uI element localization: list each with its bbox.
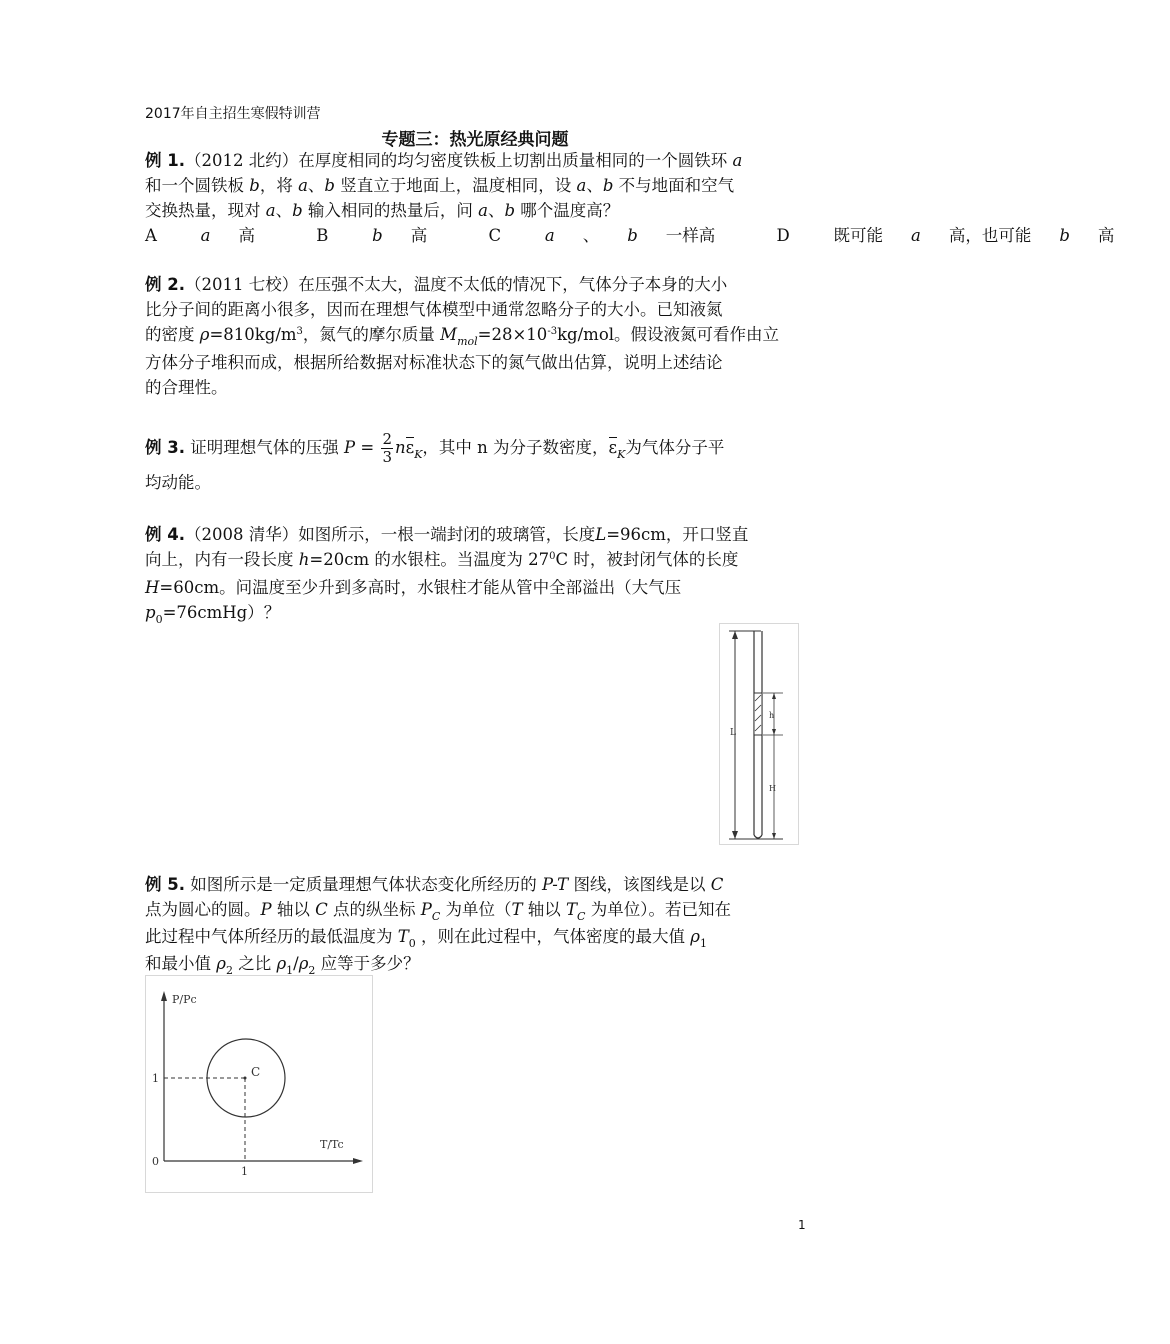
glass-tube-figure: [719, 623, 799, 845]
label-H: H: [769, 784, 776, 793]
p-axis-label: P/Pc: [172, 993, 197, 1006]
example-4-label: 例 4.: [145, 525, 185, 544]
option-b: B b 高: [316, 226, 428, 245]
arrow-up-icon: [732, 631, 738, 639]
example-2-label: 例 2.: [145, 275, 185, 294]
arrow-right-icon: [353, 1158, 363, 1164]
page-header: 2017年自主招生寒假特训营: [145, 106, 321, 122]
example-5: 例 5. 如图所示是一定质量理想气体状态变化所经历的 P-T 图线，该图线是以 C 点为圆心的圆。P 轴以 C 点的纵坐标 $P_C$ 为单位（T 轴以 $T_C$ 为单位）。若已知在 此过程中气体所经历的最低温度为 $T_0$ ，则在此过程中，气体密度的最大值 $\rho_1$ 和最小值 $\rho_2$ 之比 $\rho_1/\rho_2$ 应等于多少？: [145, 875, 731, 977]
label-h: h: [769, 711, 775, 720]
example-5-label: 例 5.: [145, 875, 185, 894]
example-3-label: 例 3.: [145, 438, 185, 457]
page-title: 专题三：热光原经典问题: [381, 130, 569, 150]
example-4: 例 4.（2008 清华）如图所示，一根一端封闭的玻璃管，长度L=96cm，开口竖直 向上，内有一段长度 h=20cm 的水银柱。当温度为 $27^0C$ 时，被封闭气体的长度 H=60cm。问温度至少升到多高时，水银柱才能从管中全部溢出（大气压 $p_0=76cmHg$）？: [145, 525, 749, 626]
example-1-label: 例 1.: [145, 151, 185, 170]
pt-diagram-figure: [145, 975, 373, 1193]
example-3: 例 3. 证明理想气体的压强 P = $\frac{2}{3}$ $n\varepsilon_K$，其中 n 为分子数密度，$\varepsilon_K$为气体分子平 均动能。: [145, 430, 725, 492]
figure-border: [146, 976, 373, 1193]
origin-label: 0: [152, 1155, 159, 1168]
fraction-two-thirds: $\frac{2}{3}$: [382, 430, 392, 466]
t-tick-1: 1: [241, 1165, 248, 1178]
tube-closed-end: [754, 835, 762, 838]
option-c: C a 、 b 一样高: [488, 226, 716, 245]
example-2: 例 2.（2011 七校）在压强不太大，温度不太低的情况下，气体分子本身的大小 比分子间的距离小很多，因而在理想气体模型中通常忽略分子的大小。已知液氮 的密度 $\rho=810kg/m^3$，氮气的摩尔质量 $M_{mol}=28\times 10^{-3}kg$/mol。假设液氮可看作由立 方体分子堆积而成，根据所给数据对标准状态下的氮气做出估算，说明上述结论 的合理性。: [145, 275, 780, 397]
center-label: C: [251, 1065, 261, 1079]
center-point: [244, 1077, 247, 1080]
mercury-column: [754, 693, 762, 735]
option-d: D 既可能 a 高，也可能 b 高: [776, 226, 1115, 245]
example-1-options: [145, 223, 1115, 248]
t-axis-label: T/Tc: [320, 1138, 344, 1151]
label-L: L: [730, 728, 736, 738]
arrow-down-icon: [732, 831, 738, 839]
page-number: 1: [798, 1218, 806, 1232]
example-1: 例 1.（2012 北约）在厚度相同的均匀密度铁板上切割出质量相同的一个圆铁环 a 和一个圆铁板 b，将 a、b 竖直立于地面上，温度相同，设 a、b 不与地面和空气 交换热量，现对 a、b 输入相同的热量后，问 a、b 哪个温度高？ A a 高 B b 高 C a 、 b 一样高 D 既可能 a 高，也可能 b 高: [145, 148, 810, 248]
p-tick-1: 1: [152, 1072, 159, 1085]
option-a: A a 高: [145, 226, 256, 245]
arrow-up-icon: [161, 991, 167, 1001]
